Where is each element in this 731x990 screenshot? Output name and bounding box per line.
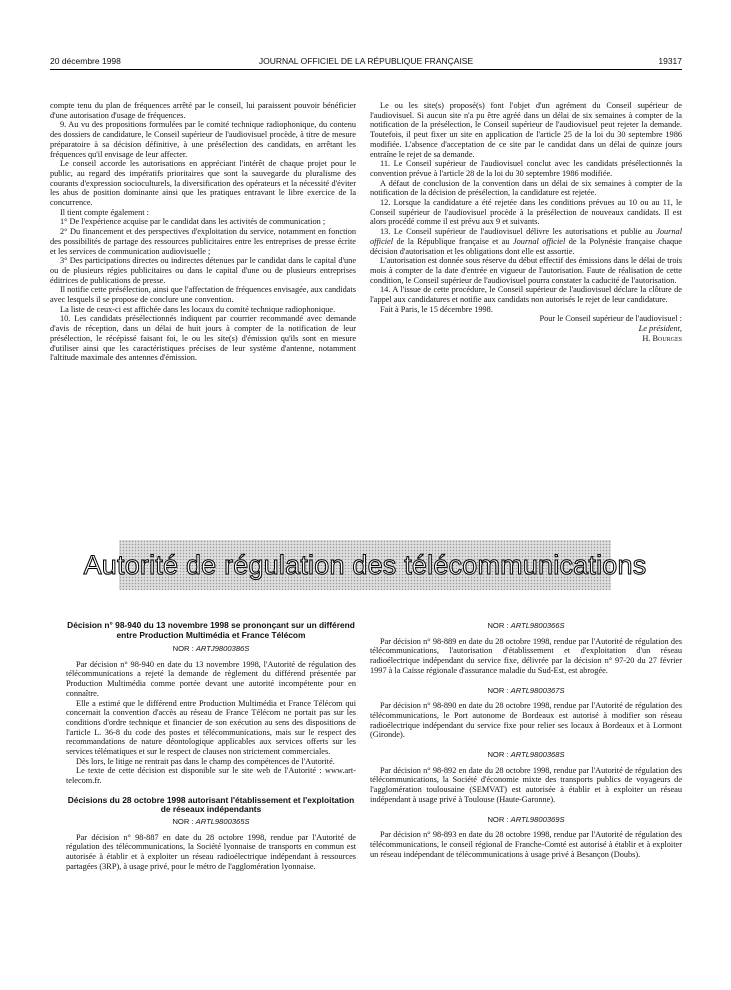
nor-reference: NOR : ARTL9800368S <box>487 750 565 760</box>
paragraph: Par décision n° 98-890 en date du 28 octobre 1998, rendue par l'Autorité de régulation des télécommunications, le Port autonome de Bordeaux est autorisé à modifier son réseau radioélectrique indépendant du service fixe pour relier ses locaux à Bordeaux et à Lormont (Gironde). <box>370 701 682 740</box>
bottom-left-column <box>66 621 356 871</box>
paragraph: Par décision n° 98-887 en date du 28 octobre 1998, rendue par l'Autorité de régulation des télécommunications, la Société lyonnaise de transports en commun est autorisée à établir et à exploiter un réseau radioélectrique indépendant à ressources partagées (3RP), à usage privé, pour le métro de l'agglomération lyonnaise. <box>66 832 356 871</box>
paragraph: Par décision n° 98-940 en date du 13 novembre 1998, l'Autorité de régulation des télécommunications a rejeté la demande de règlement du différend présentée par Production Multimédia comme portée devant une autorité incompétente pour en connaître. <box>66 659 356 698</box>
paragraph: Par décision n° 98-892 en date du 28 octobre 1998, rendue par l'Autorité de régulation des télécommunications, la Société d'économie mixte des transports publics de voyageurs de l'agglomération toulousaine (SEMVAT) est autorisée à établir et à exploiter un réseau indépendant à usage privé à Toulouse (Haute-Garonne). <box>370 765 682 804</box>
paragraph: 1° De l'expérience acquise par le candidat dans les activités de communication ; <box>60 217 326 227</box>
section-banner-title: Autorité de régulation des télécommunications <box>83 549 647 580</box>
paragraph: Il tient compte également : <box>60 207 149 217</box>
decision-title: Décision n° 98-940 du 13 novembre 1998 se prononçant sur un différend entre Production Multimédia et France Télécom <box>67 620 355 640</box>
paragraph: L'autorisation est donnée sous réserve du début effectif des émissions dans le délai de trois mois à compter de la date d'entrée en vigueur de l'autorisation. Faute de réalisation de cette condition, le Conseil supérieur de l'audiovisuel pourra constater la caducité de l'autorisation. <box>370 256 682 285</box>
paragraph: 11. Le Conseil supérieur de l'audiovisuel conclut avec les candidats présélectionnés la convention prévue à l'article 28 de la loi du 30 septembre 1986 modifiée. <box>370 159 682 178</box>
nor-reference: NOR : ARTL9800369S <box>487 814 565 824</box>
nor-reference: NOR : ARTJ9800386S <box>172 644 250 653</box>
paragraph: 3° Des participations directes ou indirectes détenues par le candidat dans le capital d'une ou de plusieurs régies publicitaires ou dans le capital d'une ou de plusieurs entreprises éditrices de publications de presse. <box>50 256 356 285</box>
top-right-column <box>370 101 682 344</box>
paragraph: 13. Le Conseil supérieur de l'audiovisuel délivre les autorisations et publie au Journal officiel de la République française et au Journal officiel de la Polynésie française chaque décision d'autorisation et les obligations dont elle est assortie. <box>370 227 682 256</box>
top-left-column <box>50 101 356 363</box>
header-rule <box>50 69 682 70</box>
paragraph: La liste de ceux-ci est affichée dans les locaux du comité technique radiophonique. <box>60 304 336 314</box>
nor-reference: NOR : ARTL9800367S <box>487 685 565 695</box>
paragraph: 12. Lorsque la candidature a été rejetée dans les conditions prévues au 10 ou au 11, le Conseil supérieur de l'audiovisuel procède à la présélection de nouveaux candidats. Il est alors procédé comme il est prévu aux 9 et suivants. <box>370 198 682 227</box>
paragraph: Le ou les site(s) proposé(s) font l'objet d'un agrément du Conseil supérieur de l'audiovisuel. Si aucun site n'a pu être agréé dans un délai de six semaines à compter de la notification de la présélection, le Conseil supérieur de l'audiovisuel peut rejeter la demande. Toutefois, il peut fixer un site en application de l'article 25 de la loi du 30 septembre 1986 modifiée. L'absence d'acceptation de ce site par le candidat dans un délai de quinze jours entraîne le rejet de sa demande. <box>370 101 682 159</box>
paragraph: compte tenu du plan de fréquences arrêté par le conseil, lui paraissent pouvoir bénéficier d'une autorisation d'usage de fréquences. <box>50 101 356 120</box>
signature-title: Le président, <box>638 324 682 334</box>
paragraph: 14. A l'issue de cette procédure, le Conseil supérieur de l'audiovisuel déclare la clôture de l'appel aux candidatures et notifie aux candidats non autorisés le rejet de leur candidature. <box>370 285 682 305</box>
paragraph: Il notifie cette présélection, ainsi que l'affectation de fréquences envisagée, aux candidats avec lesquels il se propose de conclure une convention. <box>50 285 356 305</box>
paragraph: A défaut de conclusion de la convention dans un délai de six semaines à compter de la notification de la décision de présélection, la candidature est rejetée. <box>370 178 682 198</box>
paragraph: 9. Au vu des propositions formulées par le comité technique radiophonique, du contenu des dossiers de candidature, le Conseil supérieur de l'audiovisuel procède, à titre de mesure préparatoire à sa décision définitive, à une présélection des candidats, en arrêtant les fréquences qu'il envisage de leur affecter. <box>50 120 356 159</box>
page-number: 19317 <box>658 56 682 66</box>
bottom-right-column <box>370 621 682 859</box>
section-banner <box>83 540 647 590</box>
paragraph: Par décision n° 98-889 en date du 28 octobre 1998, rendue par l'Autorité de régulation des télécommunications, l'autorisation d'établissement et d'exploitation d'un réseau radioélectrique indépendant du service fixe, délivrée par la décision n° 97-20 du 27 février 1997 à la Caisse régionale d'assurance maladie du Sud-Est, est abrogée. <box>370 636 682 675</box>
paragraph: Par décision n° 98-893 en date du 28 octobre 1998, rendue par l'Autorité de régulation des télécommunications, le conseil régional de Franche-Comté est autorisé à établir et à exploiter un réseau indépendant de télécommunications à usage privé à Besançon (Doubs). <box>370 830 682 859</box>
paragraph: 2° Du financement et des perspectives d'exploitation du service, notamment en fonction des possibilités de partage des ressources publicitaires entre les entreprises de presse écrite et les services de communication audiovisuelle ; <box>50 227 356 256</box>
nor-reference: NOR : ARTL9800365S <box>172 816 250 826</box>
journal-title: JOURNAL OFFICIEL DE LA RÉPUBLIQUE FRANÇAISE <box>258 56 474 66</box>
signature-name: H. Bourges <box>642 333 682 343</box>
signature-line: Pour le Conseil supérieur de l'audiovisuel : <box>539 314 682 324</box>
paragraph: Le conseil accorde les autorisations en appréciant l'intérêt de chaque projet pour le public, au regard des impératifs prioritaires que sont la sauvegarde du pluralisme des courants d'expression socioculturels, la diversification des opérateurs et la nécessité d'éviter les abus de position dominante ainsi que les pratiques entravant le libre exercice de la concurrence. <box>50 159 356 208</box>
page-header <box>50 56 682 68</box>
signature-block <box>370 314 682 343</box>
place-date: Fait à Paris, le 15 décembre 1998. <box>380 304 493 314</box>
nor-reference: NOR : ARTL9800366S <box>487 621 565 630</box>
paragraph: Elle a estimé que le différend entre Production Multimédia et France Télécom qui concernait la convention d'accès au réseau de France Télécom ne portait pas sur les conditions d'ordre technique et financier de son exécution au sens des dispositions de l'article L. 36-8 du code des postes et télécommunications, mais sur le respect des recommandations de nature déontologique applicables aux services offerts sur les services télématiques et sur le respect de clauses non strictement commerciales. <box>66 698 356 757</box>
paragraph: 10. Les candidats présélectionnés indiquent par courrier recommandé avec demande d'avis de réception, dans un délai de huit jours à compter de la notification de leur présélection, le récépissé faisant foi, le ou les site(s) d'émission qu'ils sont en mesure d'utiliser ainsi que les caractéristiques précises de leur système d'antenne, notamment l'altitude maximale des antennes d'émission. <box>50 314 356 363</box>
issue-date: 20 décembre 1998 <box>50 56 121 66</box>
decision-title: Décisions du 28 octobre 1998 autorisant l'établissement et l'exploitation de réseaux indépendants <box>67 794 355 815</box>
paragraph: Dès lors, le litige ne rentrait pas dans le champ des compétences de l'Autorité. <box>76 756 335 766</box>
paragraph: Le texte de cette décision est disponible sur le site web de l'Autorité : www.art-telecom.fr. <box>66 766 356 786</box>
